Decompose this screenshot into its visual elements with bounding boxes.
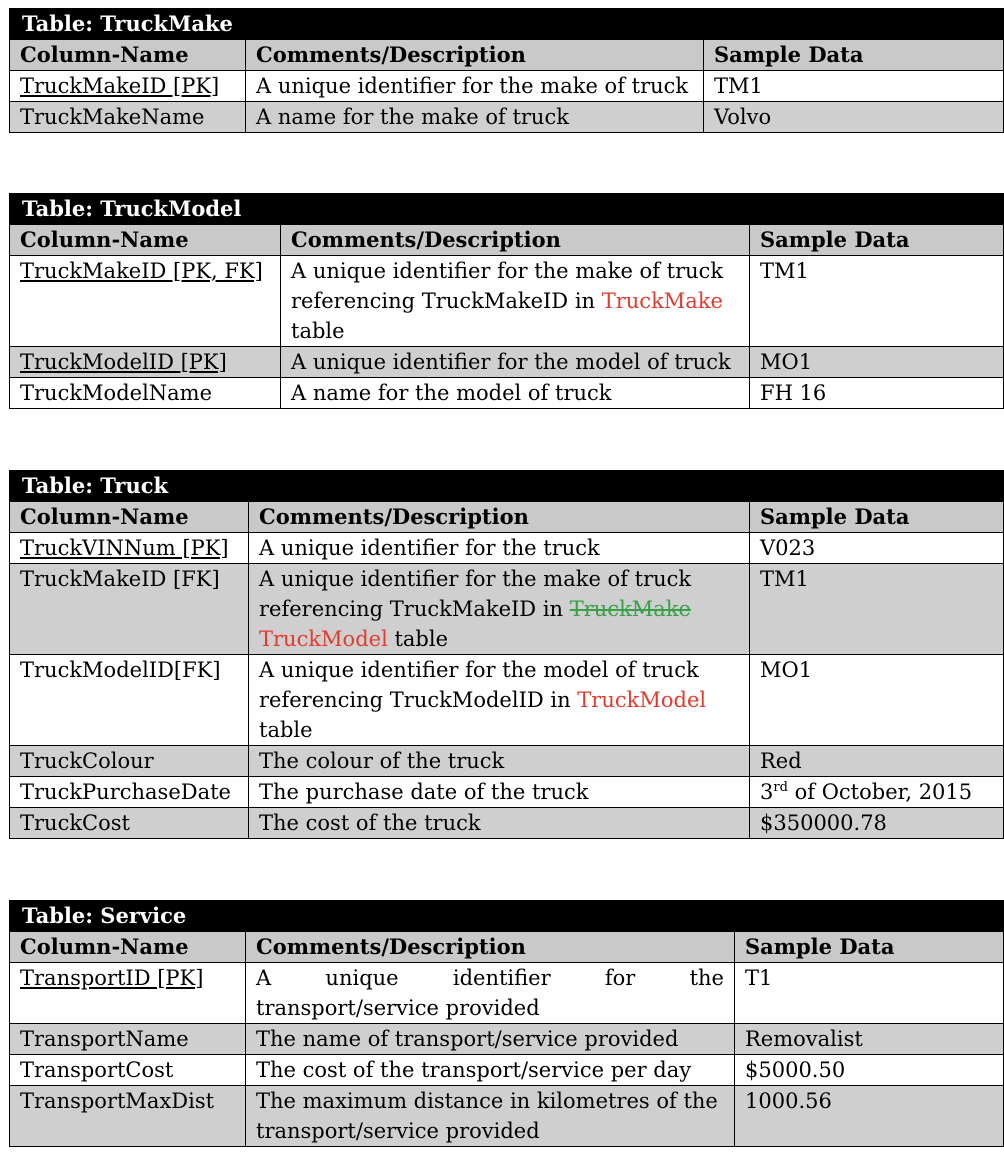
description-cell [281,256,750,347]
table-title: Table: Truck [10,471,1004,502]
sample-cell: Red [750,746,1004,777]
description-cell: A name for the make of truck [246,102,704,133]
table-title: Table: Service [10,901,1004,932]
column-name-cell: TruckCost [10,808,249,839]
table-row [10,655,1004,746]
service-table [9,900,1004,1147]
table-title: Table: TruckModel [10,194,1004,225]
description-cell: A unique identifier for the model of truck [281,347,750,378]
column-header-comments: Comments/Description [281,225,750,256]
column-name-cell: TransportName [10,1024,246,1055]
column-header-name: Column-Name [10,932,246,963]
edit-insertion: TruckModel [259,627,388,651]
description-cell: A unique identifier for the make of truck [246,71,704,102]
table-row [10,1055,1004,1086]
description-cell: The cost of the truck [249,808,750,839]
column-name-cell: TruckColour [10,746,249,777]
table-row [10,564,1004,655]
column-header-sample: Sample Data [704,40,1004,71]
description-cell: A name for the model of truck [281,378,750,409]
table-title: Table: TruckMake [10,9,1004,40]
column-name-cell: TruckModelName [10,378,281,409]
table-row [10,378,1004,409]
column-name-cell: TransportMaxDist [10,1086,246,1147]
column-name-cell: TruckMakeID [FK] [10,564,249,655]
column-name-cell: TruckModelID[FK] [10,655,249,746]
sample-cell: TM1 [750,256,1004,347]
sample-text: of October, 2015 [787,780,973,804]
column-header-sample: Sample Data [735,932,1004,963]
sample-cell: Volvo [704,102,1004,133]
column-name-cell: TruckPurchaseDate [10,777,249,808]
description-cell: The maximum distance in kilometres of the transport/service provided [246,1086,735,1147]
column-name-cell: TruckMakeID [PK] [10,71,246,102]
column-name-cell: TruckMakeName [10,102,246,133]
sample-cell: V023 [750,533,1004,564]
description-cell [249,564,750,655]
sample-cell: 1000.56 [735,1086,1004,1147]
table-row [10,533,1004,564]
column-header-name: Column-Name [10,225,281,256]
sample-cell: MO1 [750,655,1004,746]
sample-cell [750,777,1004,808]
table-row [10,71,1004,102]
sample-cell: Removalist [735,1024,1004,1055]
column-header-sample: Sample Data [750,225,1004,256]
sample-cell: $350000.78 [750,808,1004,839]
sample-cell: MO1 [750,347,1004,378]
column-header-comments: Comments/Description [249,502,750,533]
edit-insertion: TruckMake [601,289,723,313]
sample-cell: FH 16 [750,378,1004,409]
column-header-sample: Sample Data [750,502,1004,533]
column-header-name: Column-Name [10,502,249,533]
sample-text: 3 [760,780,774,804]
column-header-comments: Comments/Description [246,40,704,71]
description-text: table [259,718,313,742]
description-cell [246,963,735,1024]
description-text: A unique identifier for the make of truck referencing TruckMakeID in [259,567,692,621]
description-cell: The purchase date of the truck [249,777,750,808]
description-cell: A unique identifier for the truck [249,533,750,564]
sample-cell: $5000.50 [735,1055,1004,1086]
description-cell: The name of transport/service provided [246,1024,735,1055]
description-cell: The colour of the truck [249,746,750,777]
description-cell [249,655,750,746]
table-row [10,347,1004,378]
table-row [10,808,1004,839]
table-row [10,256,1004,347]
column-name-cell: TruckVINNum [PK] [10,533,249,564]
table-row [10,777,1004,808]
edit-insertion: TruckModel [577,688,707,712]
description-line: A unique identifier for the [256,966,724,990]
column-name-cell: TransportCost [10,1055,246,1086]
column-name-cell: TransportID [PK] [10,963,246,1024]
description-text: A unique identifier for the make of truck referencing TruckMakeID in [291,259,724,313]
column-header-name: Column-Name [10,40,246,71]
description-text: table [291,319,345,343]
sample-cell: T1 [735,963,1004,1024]
table-row [10,1086,1004,1147]
description-text: A unique identifier for the model of truck referencing TruckModelID in [259,658,699,712]
sample-cell: TM1 [750,564,1004,655]
table-row [10,1024,1004,1055]
table-row [10,963,1004,1024]
column-name-cell: TruckModelID [PK] [10,347,281,378]
truckmake-table [9,8,1004,133]
truck-table [9,470,1004,839]
table-row [10,746,1004,777]
description-line: transport/service provided [256,996,540,1020]
table-row [10,102,1004,133]
column-header-comments: Comments/Description [246,932,735,963]
ordinal-suffix: rd [773,780,788,795]
sample-cell: TM1 [704,71,1004,102]
description-cell: The cost of the transport/service per day [246,1055,735,1086]
description-text: table [387,627,449,651]
truckmodel-table [9,193,1004,409]
column-name-cell: TruckMakeID [PK, FK] [10,256,281,347]
edit-deletion: TruckMake [569,597,691,621]
